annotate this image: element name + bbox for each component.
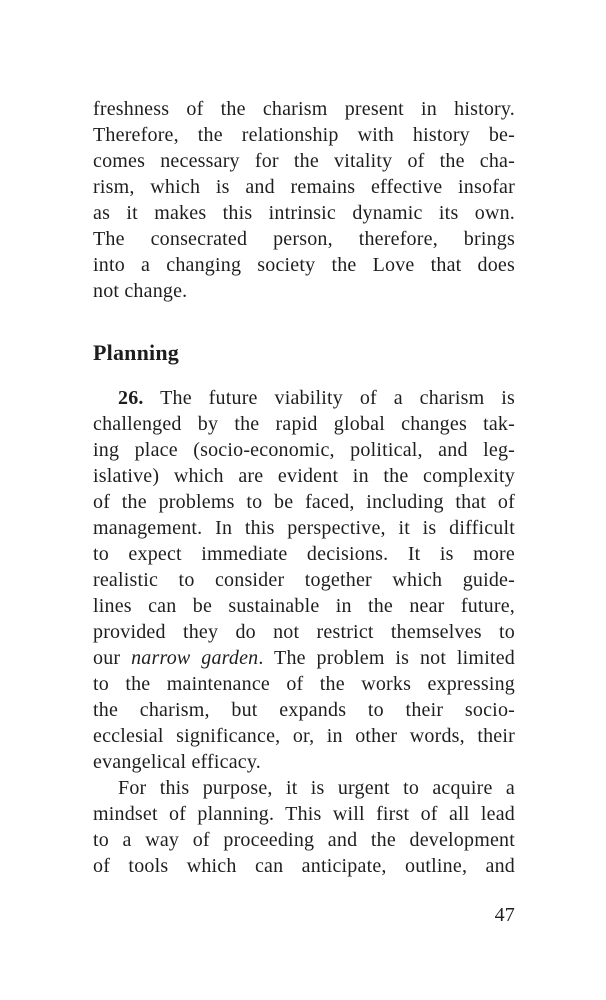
text-segment: rism, which is and remains effective insofar [93,176,515,198]
text-segment: challenged by the rapid global changes tak- [93,413,515,435]
text-segment: evangelical efficacy. [93,751,261,773]
text-line [93,278,515,304]
text-segment: of the problems to be faced, including that of [93,491,515,513]
text-segment: to a way of proceeding and the development [93,829,515,851]
text-segment: ing place (socio-economic, political, and leg- [93,439,515,461]
paragraph-number: 26. [118,387,144,409]
text-segment: ecclesial significance, or, in other words, their [93,725,515,747]
text-segment: not change. [93,280,188,302]
text-line [93,122,515,148]
body-text-section [93,385,515,879]
text-segment: management. In this perspective, it is difficult [93,517,515,539]
text-line [93,671,515,697]
paragraph [93,775,515,879]
text-block [93,96,515,928]
text-line [93,853,515,879]
text-segment: mindset of planning. This will first of all lead [93,803,515,825]
text-line [93,619,515,645]
body-text-intro [93,96,515,304]
text-line [93,593,515,619]
text-line [93,827,515,853]
text-segment: Therefore, the relationship with history be- [93,124,515,146]
text-segment: to expect immediate decisions. It is more [93,543,515,565]
text-line [93,226,515,252]
text-line [93,723,515,749]
text-segment: comes necessary for the vitality of the cha- [93,150,515,172]
text-line [93,775,515,801]
italic-phrase: narrow garden [131,647,259,669]
text-line [93,749,515,775]
text-segment: provided they do not restrict themselves to [93,621,515,643]
text-segment: The future viability of a charism is [143,387,515,409]
text-line [93,489,515,515]
text-line [93,541,515,567]
text-segment: realistic to consider together which guide- [93,569,515,591]
paragraph [93,385,515,775]
text-line [93,801,515,827]
text-segment: of tools which can anticipate, outline, and [93,855,515,877]
text-line [93,411,515,437]
text-line [93,515,515,541]
text-line [93,645,515,671]
section-heading: Planning [93,340,179,365]
text-line [93,174,515,200]
text-segment: into a changing society the Love that does [93,254,515,276]
text-segment: the charism, but expands to their socio- [93,699,515,721]
text-segment: The consecrated person, therefore, brings [93,228,515,250]
text-segment: freshness of the charism present in history. [93,98,515,120]
text-line [93,385,515,411]
text-line [93,148,515,174]
text-segment: For this purpose, it is urgent to acquire a [118,777,515,799]
text-segment: islative) which are evident in the complexity [93,465,515,487]
text-line [93,252,515,278]
text-line [93,200,515,226]
text-line [93,567,515,593]
text-segment: to the maintenance of the works expressing [93,673,515,695]
text-segment: lines can be sustainable in the near future, [93,595,515,617]
text-line [93,96,515,122]
text-segment: our [93,647,132,669]
page-number: 47 [494,904,515,926]
text-segment: as it makes this intrinsic dynamic its own. [93,202,515,224]
text-line [93,697,515,723]
text-segment: . The problem is not limited [258,647,515,669]
text-line [93,437,515,463]
paragraph [93,96,515,304]
text-line [93,463,515,489]
